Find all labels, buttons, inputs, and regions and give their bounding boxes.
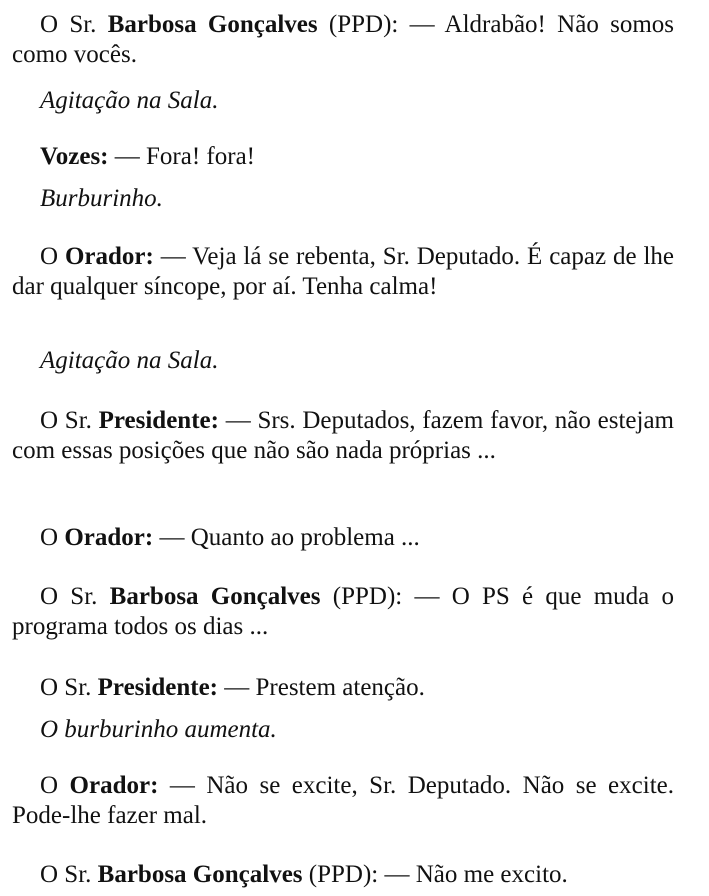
speech-prefix: O <box>40 243 65 270</box>
speech-paragraph <box>12 10 674 70</box>
speaker-name: Presidente: <box>97 674 218 701</box>
speech-text: — Quanto ao problema ... <box>153 524 420 551</box>
speech-paragraph <box>12 860 674 890</box>
speech-prefix: O Sr. <box>40 11 108 38</box>
speaker-name: Orador: <box>69 772 159 799</box>
speaker-name: Presidente: <box>98 407 219 434</box>
speech-paragraph <box>12 142 674 172</box>
speech-paragraph <box>12 523 674 553</box>
speech-text: — Não se excite, Sr. Deputado. Não se excite. Pode-lhe fazer mal. <box>12 772 674 829</box>
speaker-name: Barbosa Gonçalves <box>97 861 303 888</box>
speech-prefix: O Sr. <box>40 407 99 434</box>
speech-prefix: O <box>40 524 65 551</box>
speaker-name: Barbosa Gonçalves <box>109 583 321 610</box>
stage-direction: O burburinho aumenta. <box>40 716 277 743</box>
speech-prefix: O Sr. <box>40 861 98 888</box>
speaker-name: Orador: <box>64 524 154 551</box>
speech-paragraph <box>12 771 674 831</box>
speech-paragraph <box>12 242 674 302</box>
speech-prefix: O Sr. <box>40 583 110 610</box>
speech-prefix: O Sr. <box>40 674 98 701</box>
speech-text: — Prestem atenção. <box>218 674 425 701</box>
stage-direction: Burburinho. <box>40 185 163 212</box>
speech-text: — Veja lá se rebenta, Sr. Deputado. É capaz de lhe dar qualquer síncope, por aí. Tenha calma! <box>12 243 674 300</box>
speech-paragraph <box>12 406 674 466</box>
speech-text: (PPD): — O PS é que muda o programa todos os dias ... <box>12 583 675 640</box>
speech-text: (PPD): — Aldrabão! Não somos como vocês. <box>12 11 674 68</box>
speech-paragraph <box>12 673 674 703</box>
speaker-name: Vozes: <box>40 143 109 170</box>
speech-prefix: O <box>40 772 70 799</box>
stage-direction: Agitação na Sala. <box>40 347 219 374</box>
speaker-name: Barbosa Gonçalves <box>107 11 318 38</box>
speaker-name: Orador: <box>64 243 154 270</box>
speech-text: — Srs. Deputados, fazem favor, não estejam com essas posições que não são nada próprias ... <box>12 407 674 464</box>
speech-text: (PPD): — Não me excito. <box>302 861 568 888</box>
speech-paragraph <box>12 582 674 642</box>
stage-direction: Agitação na Sala. <box>40 87 219 114</box>
speech-text: — Fora! fora! <box>108 143 255 170</box>
